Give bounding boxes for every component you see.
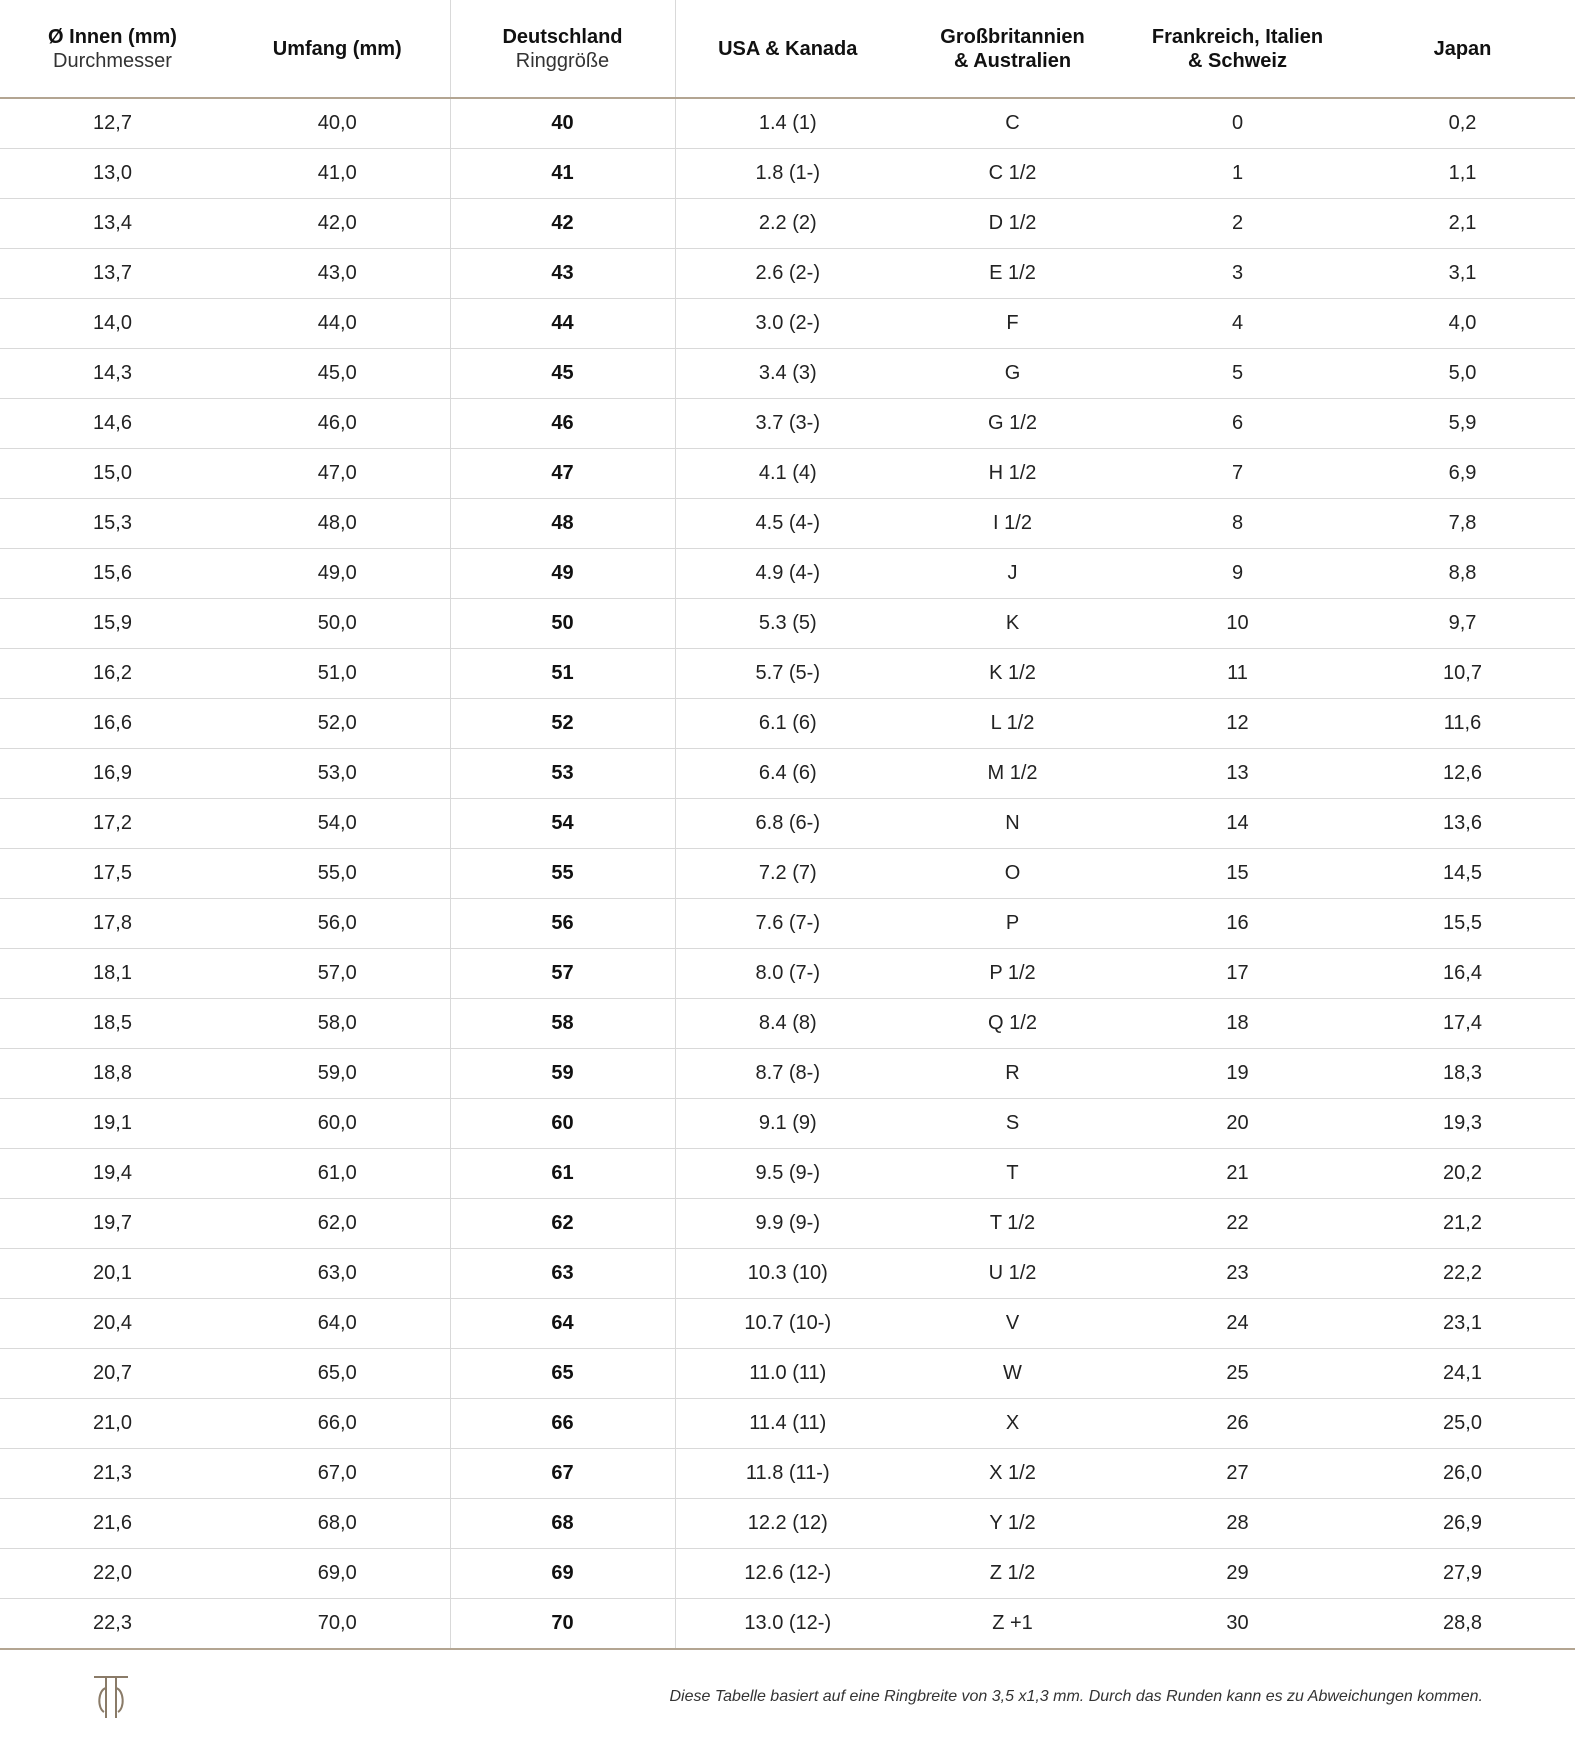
cell-uk-australia-size: O [900,849,1125,899]
table-row [0,1449,1575,1499]
cell-germany-size: 55 [450,849,675,899]
cell-circumference: 64,0 [225,1299,450,1349]
table-row [0,999,1575,1049]
cell-germany-size: 49 [450,549,675,599]
header-de-title: Deutschland [502,25,623,48]
cell-germany-size: 43 [450,249,675,299]
cell-germany-size: 66 [450,1399,675,1449]
cell-circumference: 68,0 [225,1499,450,1549]
cell-usa-canada-size: 8.4 (8) [675,999,900,1049]
table-row [0,949,1575,999]
table-row [0,449,1575,499]
cell-inner-diameter: 16,6 [0,699,225,749]
cell-uk-australia-size: E 1/2 [900,249,1125,299]
header-jp-title: Japan [1433,37,1492,60]
cell-usa-canada-size: 5.7 (5-) [675,649,900,699]
table-row [0,499,1575,549]
cell-france-italy-switzerland-size: 20 [1125,1099,1350,1149]
table-row [0,1049,1575,1099]
header-germany [450,0,675,98]
cell-circumference: 66,0 [225,1399,450,1449]
cell-japan-size: 13,6 [1350,799,1575,849]
cell-usa-canada-size: 4.9 (4-) [675,549,900,599]
cell-germany-size: 46 [450,399,675,449]
cell-usa-canada-size: 4.5 (4-) [675,499,900,549]
cell-circumference: 51,0 [225,649,450,699]
cell-uk-australia-size: P [900,899,1125,949]
cell-inner-diameter: 22,0 [0,1549,225,1599]
cell-inner-diameter: 21,3 [0,1449,225,1499]
cell-inner-diameter: 15,9 [0,599,225,649]
cell-circumference: 61,0 [225,1149,450,1199]
cell-inner-diameter: 12,7 [0,98,225,149]
table-row [0,299,1575,349]
table-row [0,1199,1575,1249]
cell-germany-size: 67 [450,1449,675,1499]
cell-france-italy-switzerland-size: 0 [1125,98,1350,149]
cell-usa-canada-size: 9.1 (9) [675,1099,900,1149]
cell-usa-canada-size: 3.4 (3) [675,349,900,399]
header-france-italy-switzerland [1125,0,1350,98]
cell-uk-australia-size: T [900,1149,1125,1199]
cell-usa-canada-size: 6.8 (6-) [675,799,900,849]
cell-germany-size: 58 [450,999,675,1049]
cell-germany-size: 48 [450,499,675,549]
cell-japan-size: 25,0 [1350,1399,1575,1449]
header-fr-line2: & Schweiz [1188,49,1287,72]
table-row [0,349,1575,399]
table-row [0,1349,1575,1399]
cell-france-italy-switzerland-size: 30 [1125,1599,1350,1650]
cell-france-italy-switzerland-size: 17 [1125,949,1350,999]
cell-france-italy-switzerland-size: 23 [1125,1249,1350,1299]
cell-france-italy-switzerland-size: 26 [1125,1399,1350,1449]
cell-circumference: 65,0 [225,1349,450,1399]
header-circumference [225,0,450,98]
cell-inner-diameter: 16,2 [0,649,225,699]
table-row [0,1299,1575,1349]
cell-japan-size: 11,6 [1350,699,1575,749]
cell-germany-size: 64 [450,1299,675,1349]
cell-japan-size: 23,1 [1350,1299,1575,1349]
cell-japan-size: 14,5 [1350,849,1575,899]
cell-japan-size: 24,1 [1350,1349,1575,1399]
cell-japan-size: 15,5 [1350,899,1575,949]
cell-inner-diameter: 17,2 [0,799,225,849]
table-row [0,649,1575,699]
table-row [0,1399,1575,1449]
header-inner-sub: Durchmesser [53,49,172,72]
header-fr-line1: Frankreich, Italien [1151,25,1324,48]
cell-germany-size: 41 [450,149,675,199]
table-row [0,1549,1575,1599]
cell-france-italy-switzerland-size: 14 [1125,799,1350,849]
cell-inner-diameter: 18,5 [0,999,225,1049]
cell-japan-size: 1,1 [1350,149,1575,199]
header-usa-canada [675,0,900,98]
cell-germany-size: 42 [450,199,675,249]
cell-germany-size: 40 [450,98,675,149]
cell-usa-canada-size: 11.4 (11) [675,1399,900,1449]
cell-circumference: 53,0 [225,749,450,799]
cell-germany-size: 61 [450,1149,675,1199]
cell-france-italy-switzerland-size: 13 [1125,749,1350,799]
table-row [0,899,1575,949]
cell-france-italy-switzerland-size: 24 [1125,1299,1350,1349]
table-row [0,1249,1575,1299]
cell-france-italy-switzerland-size: 15 [1125,849,1350,899]
header-umfang-title: Umfang (mm) [272,37,402,60]
monogram-logo-icon [92,1674,130,1720]
cell-circumference: 46,0 [225,399,450,449]
cell-circumference: 40,0 [225,98,450,149]
cell-usa-canada-size: 6.1 (6) [675,699,900,749]
cell-usa-canada-size: 2.2 (2) [675,199,900,249]
cell-france-italy-switzerland-size: 11 [1125,649,1350,699]
cell-inner-diameter: 13,0 [0,149,225,199]
cell-france-italy-switzerland-size: 8 [1125,499,1350,549]
header-row [0,0,1575,98]
cell-france-italy-switzerland-size: 29 [1125,1549,1350,1599]
cell-usa-canada-size: 12.2 (12) [675,1499,900,1549]
header-inner-title: Ø Innen (mm) [48,25,177,48]
cell-circumference: 63,0 [225,1249,450,1299]
cell-inner-diameter: 15,6 [0,549,225,599]
cell-uk-australia-size: K [900,599,1125,649]
cell-uk-australia-size: Z 1/2 [900,1549,1125,1599]
table-row [0,749,1575,799]
table-row [0,849,1575,899]
footnote: Diese Tabelle basiert auf eine Ringbreite von 3,5 x1,3 mm. Durch das Runden kann es zu Abweichungen kommen. [669,1688,1483,1705]
cell-uk-australia-size: X [900,1399,1125,1449]
cell-japan-size: 3,1 [1350,249,1575,299]
cell-uk-australia-size: U 1/2 [900,1249,1125,1299]
cell-usa-canada-size: 3.7 (3-) [675,399,900,449]
cell-circumference: 60,0 [225,1099,450,1149]
cell-inner-diameter: 15,0 [0,449,225,499]
cell-inner-diameter: 17,5 [0,849,225,899]
cell-circumference: 52,0 [225,699,450,749]
cell-germany-size: 63 [450,1249,675,1299]
cell-france-italy-switzerland-size: 27 [1125,1449,1350,1499]
cell-japan-size: 4,0 [1350,299,1575,349]
cell-circumference: 54,0 [225,799,450,849]
cell-usa-canada-size: 10.3 (10) [675,1249,900,1299]
cell-usa-canada-size: 3.0 (2-) [675,299,900,349]
cell-france-italy-switzerland-size: 19 [1125,1049,1350,1099]
cell-usa-canada-size: 13.0 (12-) [675,1599,900,1650]
cell-japan-size: 19,3 [1350,1099,1575,1149]
cell-japan-size: 22,2 [1350,1249,1575,1299]
table-row [0,399,1575,449]
cell-japan-size: 8,8 [1350,549,1575,599]
cell-japan-size: 26,0 [1350,1449,1575,1499]
cell-france-italy-switzerland-size: 18 [1125,999,1350,1049]
cell-japan-size: 28,8 [1350,1599,1575,1650]
cell-japan-size: 26,9 [1350,1499,1575,1549]
cell-japan-size: 20,2 [1350,1149,1575,1199]
cell-inner-diameter: 13,7 [0,249,225,299]
cell-japan-size: 12,6 [1350,749,1575,799]
cell-uk-australia-size: L 1/2 [900,699,1125,749]
cell-uk-australia-size: I 1/2 [900,499,1125,549]
cell-circumference: 49,0 [225,549,450,599]
cell-uk-australia-size: N [900,799,1125,849]
cell-uk-australia-size: K 1/2 [900,649,1125,699]
cell-usa-canada-size: 7.2 (7) [675,849,900,899]
header-uk-australia [900,0,1125,98]
cell-circumference: 43,0 [225,249,450,299]
cell-germany-size: 47 [450,449,675,499]
cell-uk-australia-size: M 1/2 [900,749,1125,799]
cell-germany-size: 65 [450,1349,675,1399]
cell-france-italy-switzerland-size: 12 [1125,699,1350,749]
cell-usa-canada-size: 7.6 (7-) [675,899,900,949]
table-row [0,1599,1575,1650]
cell-germany-size: 59 [450,1049,675,1099]
cell-uk-australia-size: H 1/2 [900,449,1125,499]
cell-germany-size: 68 [450,1499,675,1549]
cell-inner-diameter: 19,1 [0,1099,225,1149]
header-de-sub: Ringgröße [515,49,610,72]
header-uk-line2: & Australien [953,49,1072,72]
cell-france-italy-switzerland-size: 21 [1125,1149,1350,1199]
cell-usa-canada-size: 6.4 (6) [675,749,900,799]
cell-circumference: 42,0 [225,199,450,249]
header-japan [1350,0,1575,98]
cell-circumference: 57,0 [225,949,450,999]
cell-france-italy-switzerland-size: 5 [1125,349,1350,399]
cell-circumference: 70,0 [225,1599,450,1650]
cell-uk-australia-size: G [900,349,1125,399]
cell-circumference: 58,0 [225,999,450,1049]
cell-inner-diameter: 20,1 [0,1249,225,1299]
cell-germany-size: 57 [450,949,675,999]
table-row [0,599,1575,649]
cell-japan-size: 9,7 [1350,599,1575,649]
cell-uk-australia-size: C 1/2 [900,149,1125,199]
cell-france-italy-switzerland-size: 2 [1125,199,1350,249]
cell-germany-size: 62 [450,1199,675,1249]
table-row [0,1149,1575,1199]
cell-circumference: 56,0 [225,899,450,949]
header-us-title: USA & Kanada [718,37,858,60]
cell-circumference: 59,0 [225,1049,450,1099]
cell-circumference: 48,0 [225,499,450,549]
cell-france-italy-switzerland-size: 1 [1125,149,1350,199]
table-row [0,1499,1575,1549]
cell-uk-australia-size: Q 1/2 [900,999,1125,1049]
cell-inner-diameter: 18,8 [0,1049,225,1099]
cell-france-italy-switzerland-size: 10 [1125,599,1350,649]
cell-circumference: 55,0 [225,849,450,899]
cell-france-italy-switzerland-size: 22 [1125,1199,1350,1249]
cell-circumference: 62,0 [225,1199,450,1249]
cell-france-italy-switzerland-size: 9 [1125,549,1350,599]
cell-germany-size: 60 [450,1099,675,1149]
cell-inner-diameter: 14,3 [0,349,225,399]
cell-uk-australia-size: F [900,299,1125,349]
cell-circumference: 41,0 [225,149,450,199]
cell-uk-australia-size: C [900,98,1125,149]
cell-uk-australia-size: T 1/2 [900,1199,1125,1249]
table-row [0,199,1575,249]
cell-inner-diameter: 19,4 [0,1149,225,1199]
cell-germany-size: 45 [450,349,675,399]
cell-usa-canada-size: 8.0 (7-) [675,949,900,999]
cell-france-italy-switzerland-size: 16 [1125,899,1350,949]
table-row [0,98,1575,149]
cell-usa-canada-size: 9.5 (9-) [675,1149,900,1199]
cell-circumference: 50,0 [225,599,450,649]
cell-japan-size: 27,9 [1350,1549,1575,1599]
cell-japan-size: 6,9 [1350,449,1575,499]
cell-uk-australia-size: Y 1/2 [900,1499,1125,1549]
cell-germany-size: 56 [450,899,675,949]
cell-uk-australia-size: P 1/2 [900,949,1125,999]
cell-japan-size: 16,4 [1350,949,1575,999]
cell-france-italy-switzerland-size: 3 [1125,249,1350,299]
cell-uk-australia-size: V [900,1299,1125,1349]
cell-circumference: 69,0 [225,1549,450,1599]
cell-usa-canada-size: 10.7 (10-) [675,1299,900,1349]
cell-inner-diameter: 21,0 [0,1399,225,1449]
cell-germany-size: 53 [450,749,675,799]
cell-germany-size: 52 [450,699,675,749]
cell-circumference: 67,0 [225,1449,450,1499]
cell-japan-size: 7,8 [1350,499,1575,549]
cell-inner-diameter: 16,9 [0,749,225,799]
cell-uk-australia-size: X 1/2 [900,1449,1125,1499]
cell-inner-diameter: 21,6 [0,1499,225,1549]
cell-usa-canada-size: 1.8 (1-) [675,149,900,199]
cell-uk-australia-size: W [900,1349,1125,1399]
cell-uk-australia-size: D 1/2 [900,199,1125,249]
footer [0,1652,1575,1737]
cell-usa-canada-size: 11.0 (11) [675,1349,900,1399]
table-row [0,549,1575,599]
cell-japan-size: 18,3 [1350,1049,1575,1099]
cell-uk-australia-size: J [900,549,1125,599]
cell-uk-australia-size: Z +1 [900,1599,1125,1650]
cell-uk-australia-size: R [900,1049,1125,1099]
cell-germany-size: 54 [450,799,675,849]
cell-japan-size: 21,2 [1350,1199,1575,1249]
cell-germany-size: 44 [450,299,675,349]
cell-inner-diameter: 19,7 [0,1199,225,1249]
cell-france-italy-switzerland-size: 6 [1125,399,1350,449]
cell-circumference: 44,0 [225,299,450,349]
table-row [0,149,1575,199]
cell-inner-diameter: 14,6 [0,399,225,449]
cell-inner-diameter: 17,8 [0,899,225,949]
cell-germany-size: 51 [450,649,675,699]
header-uk-line1: Großbritannien [940,25,1085,48]
cell-circumference: 45,0 [225,349,450,399]
cell-france-italy-switzerland-size: 7 [1125,449,1350,499]
table-row [0,1099,1575,1149]
cell-germany-size: 70 [450,1599,675,1650]
table-header [0,0,1575,98]
cell-inner-diameter: 22,3 [0,1599,225,1650]
table-row [0,799,1575,849]
cell-inner-diameter: 15,3 [0,499,225,549]
cell-inner-diameter: 20,4 [0,1299,225,1349]
cell-france-italy-switzerland-size: 25 [1125,1349,1350,1399]
cell-inner-diameter: 14,0 [0,299,225,349]
header-inner-diameter [0,0,225,98]
table-body [0,98,1575,1649]
cell-usa-canada-size: 2.6 (2-) [675,249,900,299]
cell-usa-canada-size: 8.7 (8-) [675,1049,900,1099]
cell-japan-size: 10,7 [1350,649,1575,699]
cell-uk-australia-size: S [900,1099,1125,1149]
cell-france-italy-switzerland-size: 28 [1125,1499,1350,1549]
cell-inner-diameter: 18,1 [0,949,225,999]
cell-japan-size: 0,2 [1350,98,1575,149]
cell-japan-size: 5,9 [1350,399,1575,449]
cell-germany-size: 50 [450,599,675,649]
cell-inner-diameter: 13,4 [0,199,225,249]
cell-germany-size: 69 [450,1549,675,1599]
cell-usa-canada-size: 5.3 (5) [675,599,900,649]
cell-japan-size: 5,0 [1350,349,1575,399]
cell-usa-canada-size: 11.8 (11-) [675,1449,900,1499]
cell-usa-canada-size: 9.9 (9-) [675,1199,900,1249]
cell-uk-australia-size: G 1/2 [900,399,1125,449]
cell-inner-diameter: 20,7 [0,1349,225,1399]
cell-circumference: 47,0 [225,449,450,499]
cell-japan-size: 17,4 [1350,999,1575,1049]
cell-japan-size: 2,1 [1350,199,1575,249]
table-row [0,699,1575,749]
cell-usa-canada-size: 4.1 (4) [675,449,900,499]
cell-usa-canada-size: 12.6 (12-) [675,1549,900,1599]
cell-usa-canada-size: 1.4 (1) [675,98,900,149]
table-row [0,249,1575,299]
cell-france-italy-switzerland-size: 4 [1125,299,1350,349]
